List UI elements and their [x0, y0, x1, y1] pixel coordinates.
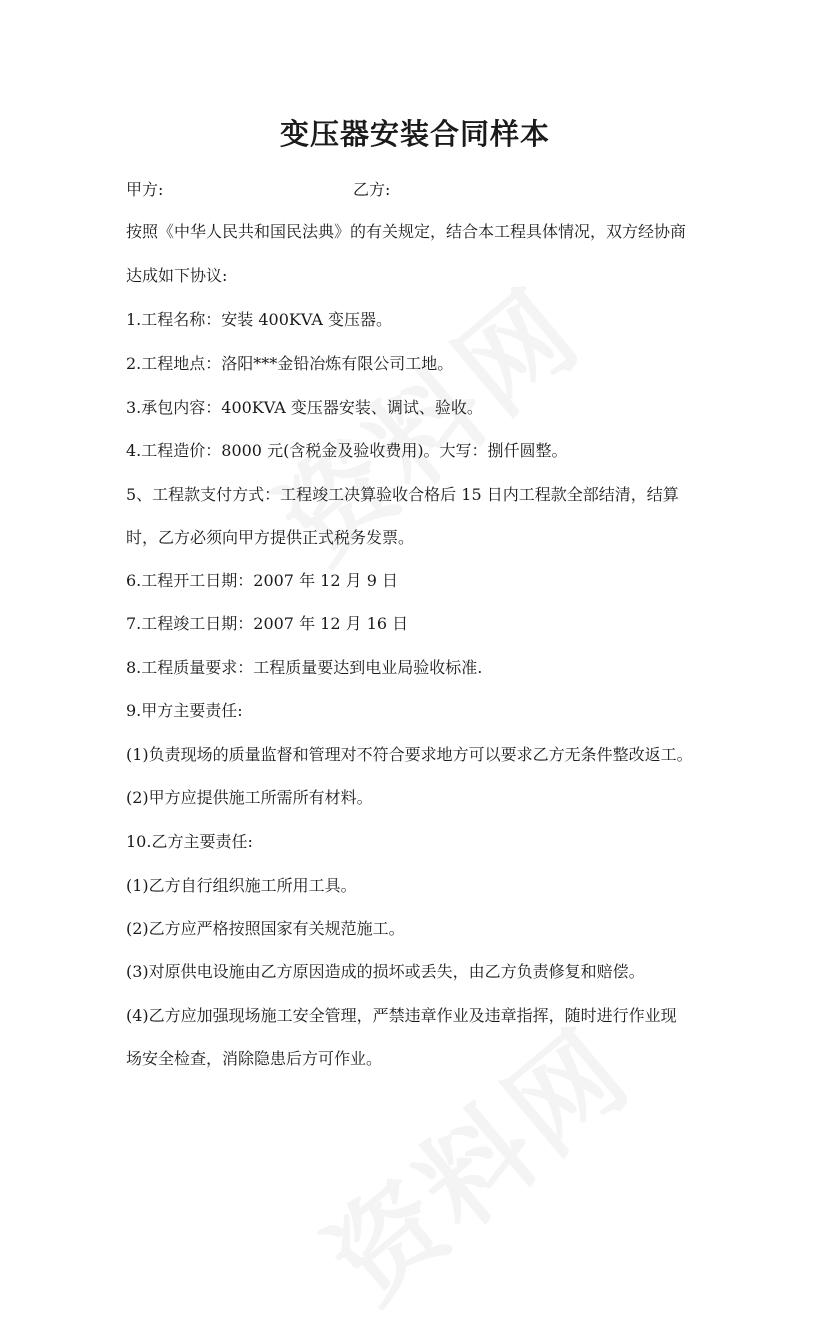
- paragraph-line: 9.甲方主要责任:: [126, 701, 243, 720]
- paragraph-line: 1.工程名称：安装 400KVA 变压器。: [126, 310, 392, 329]
- paragraph-line: (1)负责现场的质量监督和管理对不符合要求地方可以要求乙方无条件整改返工。: [126, 745, 693, 764]
- paragraph-line: 6.工程开工日期：2007 年 12 月 9 日: [126, 571, 398, 590]
- paragraph-line: (2)甲方应提供施工所需所有材料。: [126, 788, 373, 807]
- paragraph-line: (1)乙方自行组织施工所用工具。: [126, 876, 357, 895]
- paragraph-line: 达成如下协议:: [126, 266, 228, 285]
- paragraph-line: 7.工程竣工日期：2007 年 12 月 16 日: [126, 614, 409, 633]
- paragraph-line: 8.工程质量要求：工程质量要达到电业局验收标准.: [126, 658, 483, 677]
- paragraph-line: 10.乙方主要责任:: [126, 832, 253, 851]
- paragraph-line: 2.工程地点：洛阳***金铅冶炼有限公司工地。: [126, 354, 454, 373]
- paragraph-line: 4.工程造价：8000 元(含税金及验收费用)。大写：捌仟圆整。: [126, 441, 568, 460]
- party-b-label: 乙方:: [353, 180, 391, 199]
- watermark: [290, 987, 658, 1331]
- paragraph-line: (2)乙方应严格按照国家有关规范施工。: [126, 919, 405, 938]
- party-a-label: 甲方:: [126, 180, 164, 199]
- document-title: 变压器安装合同样本: [279, 117, 550, 151]
- paragraph-line: 5、工程款支付方式：工程竣工决算验收合格后 15 日内工程款全部结清，结算: [126, 485, 679, 504]
- paragraph-line: (3)对原供电设施由乙方原因造成的损坏或丢失，由乙方负责修复和赔偿。: [126, 962, 645, 981]
- paragraph-line: 场安全检查，消除隐患后方可作业。: [126, 1049, 383, 1068]
- paragraph-line: 3.承包内容：400KVA 变压器安装、调试、验收。: [126, 398, 483, 417]
- paragraph-line: (4)乙方应加强现场施工安全管理，严禁违章作业及违章指挥，随时进行作业现: [126, 1006, 677, 1025]
- paragraph-line: 按照《中华人民共和国民法典》的有关规定，结合本工程具体情况，双方经协商: [126, 222, 687, 241]
- paragraph-line: 时，乙方必须向甲方提供正式税务发票。: [126, 528, 415, 547]
